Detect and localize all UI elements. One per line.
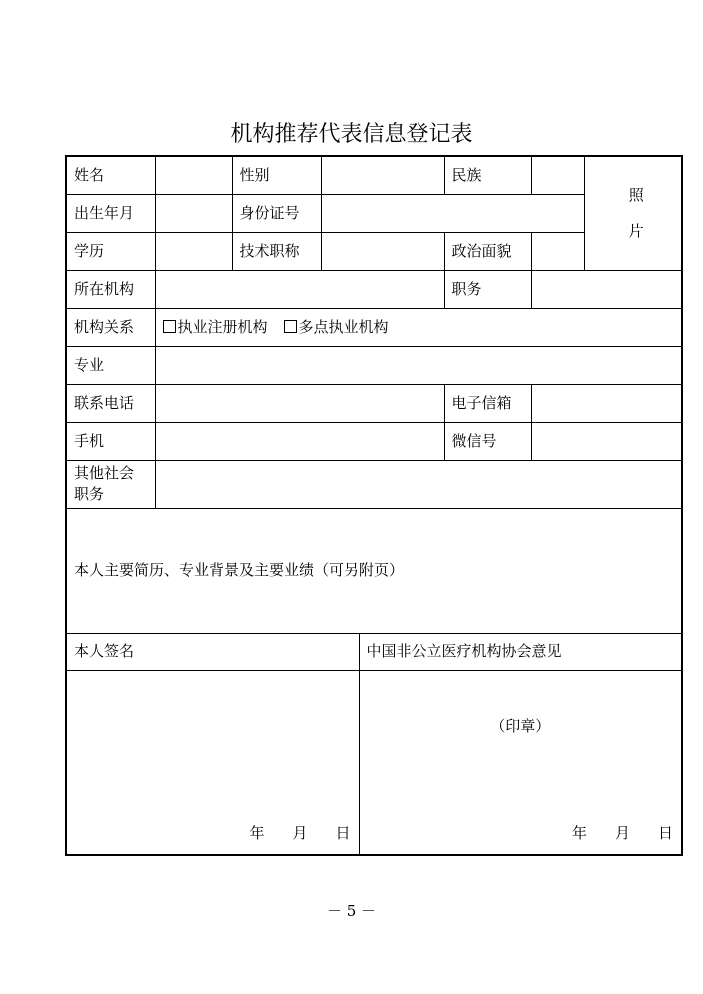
specialty-field[interactable] xyxy=(155,346,682,384)
political-field[interactable] xyxy=(531,232,584,270)
phone-field[interactable] xyxy=(155,384,444,422)
label-gender: 性别 xyxy=(232,156,321,194)
label-other-duty xyxy=(66,460,155,508)
form-title: 机构推荐代表信息登记表 xyxy=(230,122,473,147)
checkbox-registered[interactable] xyxy=(163,320,176,333)
option-multi-site-label: 多点执业机构 xyxy=(298,317,389,336)
label-political: 政治面貌 xyxy=(444,232,531,270)
other-duty-field[interactable] xyxy=(155,460,682,508)
registration-form-table xyxy=(65,155,683,856)
label-phone: 联系电话 xyxy=(66,384,155,422)
label-education: 学历 xyxy=(66,232,155,270)
label-relation: 机构关系 xyxy=(66,308,155,346)
association-opinion-box[interactable] xyxy=(359,670,682,855)
page-number: － 5 － xyxy=(326,902,377,920)
association-year: 年 xyxy=(571,824,587,842)
birth-field[interactable] xyxy=(155,194,232,232)
label-specialty: 专业 xyxy=(66,346,155,384)
institution-field[interactable] xyxy=(155,270,444,308)
label-name: 姓名 xyxy=(66,156,155,194)
label-email: 电子信箱 xyxy=(444,384,531,422)
seal-label: （印章） xyxy=(490,716,551,735)
education-field[interactable] xyxy=(155,232,232,270)
label-title-rank: 技术职称 xyxy=(232,232,321,270)
title-rank-field[interactable] xyxy=(321,232,444,270)
email-field[interactable] xyxy=(531,384,682,422)
ethnicity-field[interactable] xyxy=(531,156,584,194)
label-position: 职务 xyxy=(444,270,531,308)
relation-options xyxy=(155,308,682,346)
signature-date xyxy=(221,823,350,844)
label-institution: 所在机构 xyxy=(66,270,155,308)
label-ethnicity: 民族 xyxy=(444,156,531,194)
label-other-duty-line1: 其他社会 xyxy=(74,464,135,482)
id-number-field[interactable] xyxy=(321,194,584,232)
association-month: 月 xyxy=(614,824,630,842)
mobile-field[interactable] xyxy=(155,422,444,460)
label-wechat: 微信号 xyxy=(444,422,531,460)
signature-day: 日 xyxy=(335,824,351,842)
option-registered-label: 执业注册机构 xyxy=(177,317,268,336)
name-field[interactable] xyxy=(155,156,232,194)
association-day: 日 xyxy=(657,824,673,842)
photo-box[interactable] xyxy=(584,156,682,270)
resume-label: 本人主要简历、专业背景及主要业绩（可另附页） xyxy=(74,561,405,579)
resume-box[interactable] xyxy=(66,508,682,633)
association-date xyxy=(544,823,673,844)
photo-label-2: 片 xyxy=(628,222,644,241)
label-birth: 出生年月 xyxy=(66,194,155,232)
label-association-opinion: 中国非公立医疗机构协会意见 xyxy=(359,633,682,670)
signature-month: 月 xyxy=(292,824,308,842)
option-multi-site[interactable] xyxy=(284,318,389,336)
signature-year: 年 xyxy=(249,824,265,842)
option-registered[interactable] xyxy=(163,318,268,336)
signature-box[interactable] xyxy=(66,670,359,855)
label-id-number: 身份证号 xyxy=(232,194,321,232)
label-signature: 本人签名 xyxy=(66,633,359,670)
photo-label-1: 照 xyxy=(628,186,644,205)
gender-field[interactable] xyxy=(321,156,444,194)
position-field[interactable] xyxy=(531,270,682,308)
label-mobile: 手机 xyxy=(66,422,155,460)
checkbox-multi-site[interactable] xyxy=(284,320,297,333)
label-other-duty-line2: 职务 xyxy=(74,485,105,503)
wechat-field[interactable] xyxy=(531,422,682,460)
